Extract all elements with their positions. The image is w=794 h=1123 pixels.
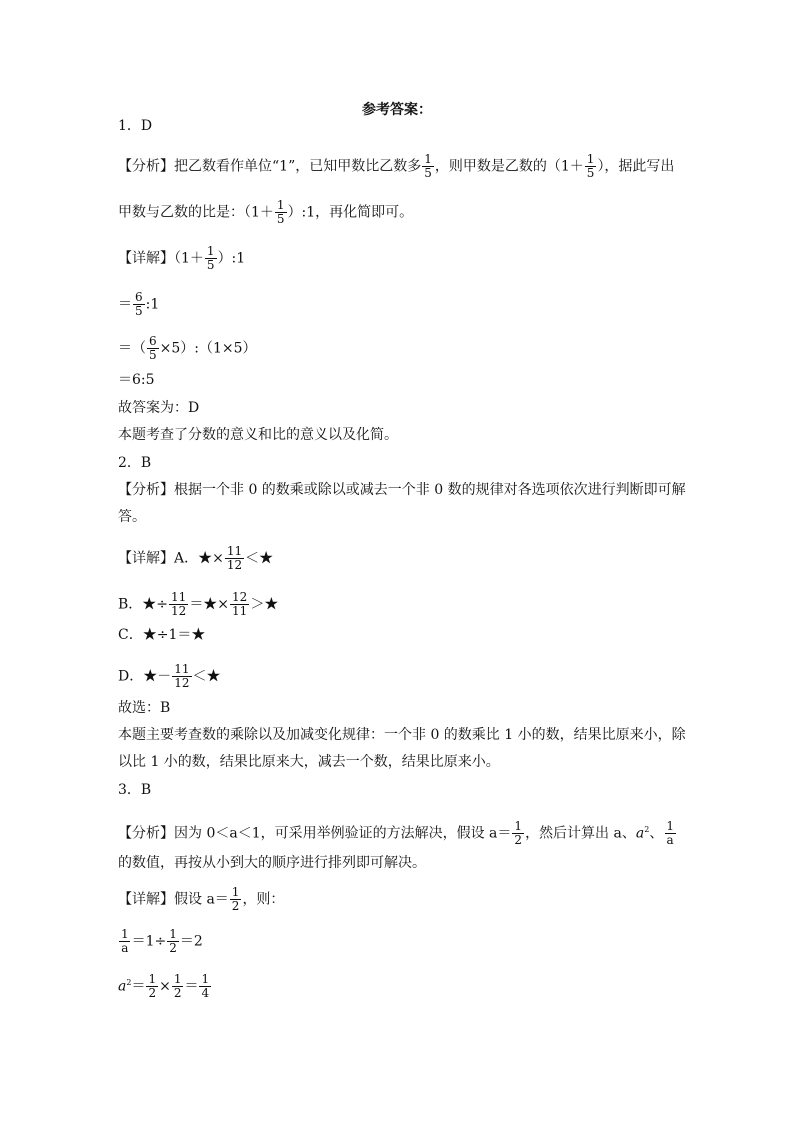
fraction: $\frac{6}{5}$ bbox=[149, 334, 157, 362]
fraction: $\frac{1}{2}$ bbox=[169, 927, 177, 955]
analysis-tag: 【分析】 bbox=[118, 158, 174, 175]
detail-tag: 【详解】 bbox=[118, 891, 174, 908]
fraction: $\frac{1}{4}$ bbox=[201, 972, 210, 1000]
fraction: $\frac{11}{12}$ bbox=[226, 544, 243, 572]
fraction: $\frac{1}{5}$ bbox=[206, 244, 215, 272]
q1-step1: ＝ $\frac{6}{5}$ :1 bbox=[118, 290, 160, 318]
q2-analysis-line2: 答。 bbox=[118, 509, 146, 525]
detail-tag: 【详解】 bbox=[118, 250, 174, 267]
fraction: $\frac{6}{5}$ bbox=[135, 290, 143, 318]
fraction: $\frac{1}{2}$ bbox=[514, 819, 523, 847]
fraction: $\frac{1}{a}$ bbox=[666, 819, 674, 847]
q2-analysis-line1: 【分析】根据一个非 0 的数乘或除以或减去一个非 0 数的规律对各选项依次进行判断即可解 bbox=[118, 482, 686, 498]
q2-answer: 故选：B bbox=[118, 700, 171, 716]
fraction: $\frac{11}{12}$ bbox=[171, 590, 187, 618]
q1-answer: 故答案为：D bbox=[118, 400, 200, 416]
q2-summary-line2: 以比 1 小的数，结果比原来大，减去一个数，结果比原来小。 bbox=[118, 754, 500, 770]
q1-detail: 【详解】（1＋ $\frac{1}{5}$ ）:1 bbox=[118, 244, 246, 272]
q1-analysis-line2: 甲数与乙数的比是：（1＋ $\frac{1}{5}$ ）:1，再化简即可。 bbox=[118, 198, 414, 226]
q1-step2: ＝（ $\frac{6}{5}$ ×5）:（1×5） bbox=[118, 334, 257, 362]
fraction: $\frac{1}{a}$ bbox=[121, 927, 129, 955]
q2-option-d: D．★－ $\frac{11}{12}$ ＜★ bbox=[118, 662, 221, 690]
q2-option-c: C．★÷1＝★ bbox=[118, 627, 206, 643]
fraction: $\frac{1}{2}$ bbox=[148, 972, 157, 1000]
q3-analysis-line1: 【分析】因为 0＜a＜1，可采用举例验证的方法解决，假设 a＝ $\frac{1}{2}$ ，然后计算出 a、$a^2$、 $\frac{1}{a}$ bbox=[118, 819, 674, 847]
q3-calc2: $a^2=$ $\frac{1}{2}$ × $\frac{1}{2}$ ＝ $\frac{1}{4}$ bbox=[118, 972, 210, 1000]
fraction: $\frac{1}{2}$ bbox=[231, 885, 240, 913]
fraction: $\frac{11}{12}$ bbox=[174, 662, 190, 690]
q1-summary: 本题考查了分数的意义和比的意义以及化简。 bbox=[118, 427, 398, 443]
q2-summary-line1: 本题主要考查数的乘除以及加减变化规律：一个非 0 的数乘比 1 小的数，结果比原来小，除 bbox=[118, 727, 686, 743]
q1-label: 1．D bbox=[118, 118, 153, 134]
detail-tag: 【详解】 bbox=[118, 550, 174, 567]
q2-option-a: 【详解】A．★× $\frac{11}{12}$ ＜★ bbox=[118, 544, 274, 572]
q3-detail: 【详解】假设 a＝ $\frac{1}{2}$ ，则： bbox=[118, 885, 285, 913]
q1-analysis-line1: 【分析】把乙数看作单位“1”，已知甲数比乙数多 $\frac{1}{5}$ ，则甲数是乙数的（1＋ $\frac{1}{5}$ ），据此写出 bbox=[118, 152, 675, 180]
q3-label: 3．B bbox=[118, 782, 152, 798]
analysis-tag: 【分析】 bbox=[118, 482, 174, 498]
q2-option-b: B．★÷ $\frac{11}{12}$ ＝★× $\frac{12}{11}$ ＞★ bbox=[118, 590, 279, 618]
q1-step3: ＝6:5 bbox=[118, 372, 155, 388]
q3-analysis-line2: 的数值，再按从小到大的顺序进行排列即可解决。 bbox=[118, 855, 426, 871]
fraction: $\frac{1}{5}$ bbox=[586, 152, 595, 180]
analysis-tag: 【分析】 bbox=[118, 825, 174, 842]
fraction: $\frac{1}{2}$ bbox=[173, 972, 182, 1000]
q3-calc1: $\frac{1}{a}$ ＝1÷ $\frac{1}{2}$ ＝2 bbox=[121, 927, 203, 955]
fraction: $\frac{1}{5}$ bbox=[424, 152, 432, 180]
page-title: 参考答案： bbox=[362, 102, 432, 118]
fraction: $\frac{1}{5}$ bbox=[276, 198, 285, 226]
fraction: $\frac{12}{11}$ bbox=[232, 590, 248, 618]
q2-label: 2．B bbox=[118, 455, 152, 471]
